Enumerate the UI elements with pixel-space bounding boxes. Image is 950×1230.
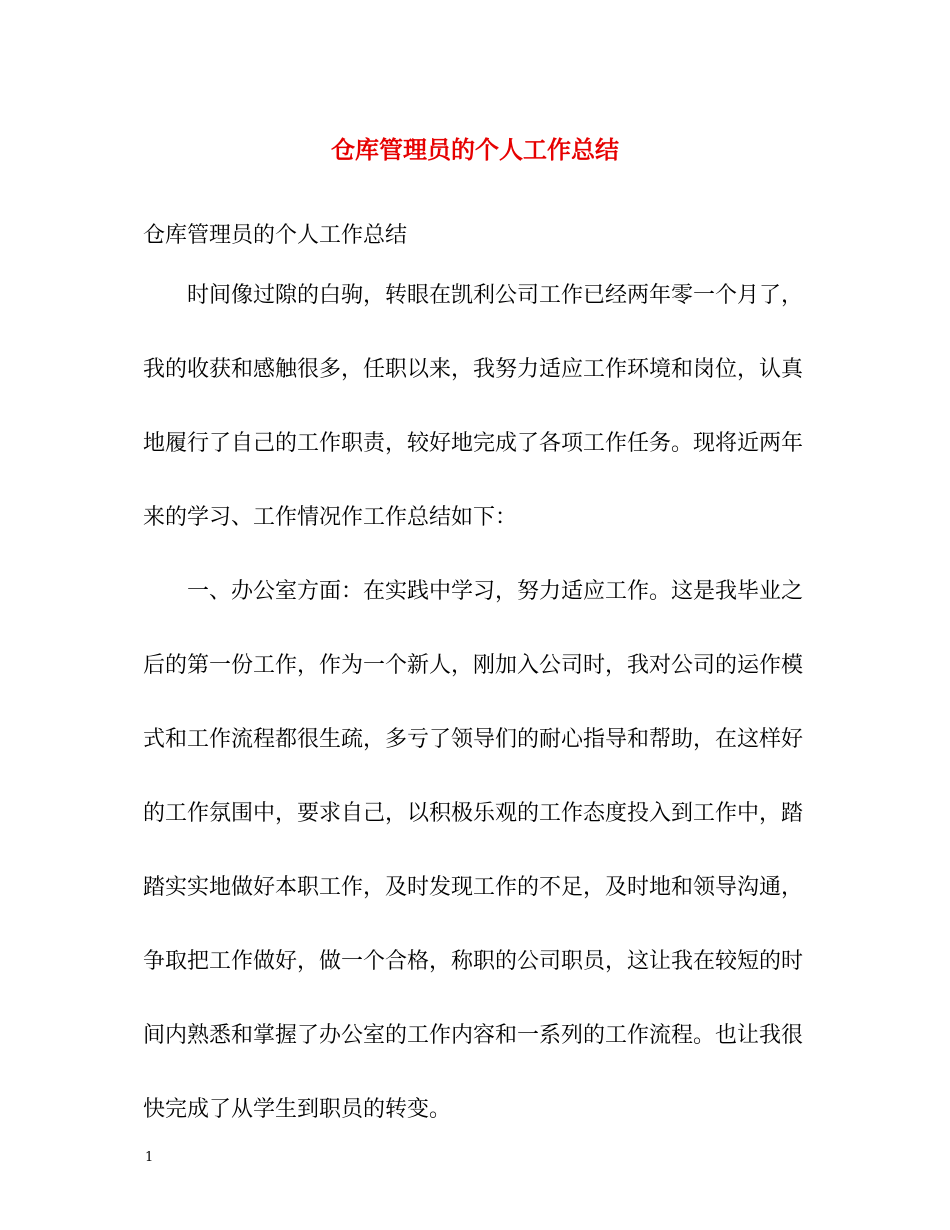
body-line: 来的学习、工作情况作工作总结如下： — [143, 505, 518, 530]
body-line: 地履行了自己的工作职责，较好地完成了各项工作任务。现将近两年 — [143, 431, 804, 456]
body-line: 踏实实地做好本职工作，及时发现工作的不足，及时地和领导沟通， — [143, 875, 804, 900]
body-line: 时间像过隙的白驹，转眼在凯利公司工作已经两年零一个月了， — [187, 283, 804, 308]
body-line: 争取把工作做好，做一个合格，称职的公司职员，这让我在较短的时 — [143, 949, 804, 974]
document-title: 仓库管理员的个人工作总结 — [331, 135, 619, 164]
body-line: 我的收获和感触很多，任职以来，我努力适应工作环境和岗位，认真 — [143, 357, 804, 382]
body-line: 间内熟悉和掌握了办公室的工作内容和一系列的工作流程。也让我很 — [143, 1023, 804, 1048]
body-line: 一、办公室方面：在实践中学习，努力适应工作。这是我毕业之 — [187, 579, 804, 604]
body-line: 后的第一份工作，作为一个新人，刚加入公司时，我对公司的运作模 — [143, 653, 804, 678]
body-line: 的工作氛围中，要求自己，以积极乐观的工作态度投入到工作中，踏 — [143, 801, 804, 826]
document-subtitle: 仓库管理员的个人工作总结 — [143, 223, 408, 248]
document-body — [143, 278, 803, 1166]
body-line: 式和工作流程都很生疏，多亏了领导们的耐心指导和帮助，在这样好 — [143, 727, 804, 752]
body-line: 快完成了从学生到职员的转变。 — [143, 1097, 452, 1122]
page-number: 1 — [145, 1150, 154, 1165]
